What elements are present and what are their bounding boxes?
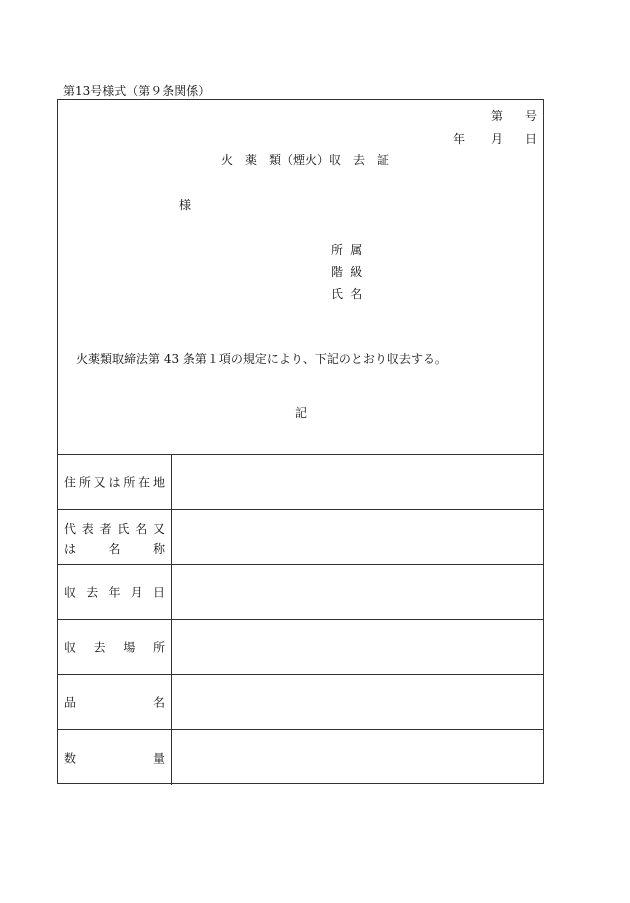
- row-label-cell: [58, 620, 172, 674]
- row-label-cell: [58, 730, 172, 785]
- row-label-cell: [58, 565, 172, 619]
- date-year: 年: [453, 132, 466, 146]
- seizure-date-value-cell[interactable]: [172, 565, 543, 619]
- table-row: [58, 565, 543, 620]
- issuer-affiliation-label: 所属: [331, 243, 370, 257]
- row-label-item-name: 品 名: [64, 695, 165, 710]
- ki-heading: 記: [295, 406, 308, 420]
- table-row: [58, 730, 543, 785]
- form-title: 第13号様式（第９条関係）: [63, 84, 211, 98]
- quantity-value-cell[interactable]: [172, 730, 543, 785]
- number-suffix: 号: [525, 109, 538, 123]
- row-label-representative-line1: 代 表 者 氏 名 又: [64, 522, 165, 536]
- row-label-seizure-date: 収 去 年 月 日: [64, 585, 165, 600]
- detail-table: [58, 455, 543, 785]
- form-frame: [57, 99, 544, 784]
- table-row: [58, 510, 543, 565]
- issuer-name-label: 氏名: [331, 287, 370, 301]
- row-label-quantity: 数 量: [64, 751, 165, 765]
- row-label-cell: [58, 510, 172, 564]
- seizure-place-value-cell[interactable]: [172, 620, 543, 674]
- row-label-cell: [58, 455, 172, 509]
- addressee-honorific: 様: [179, 198, 192, 212]
- row-label-representative-line2: は 名 称: [64, 542, 165, 556]
- document-title: 火 薬 類（煙火）収 去 証: [221, 153, 390, 167]
- date-day: 日: [525, 132, 538, 146]
- table-row: [58, 675, 543, 730]
- table-row: [58, 620, 543, 675]
- certificate-header-area: [58, 100, 543, 455]
- address-value-cell[interactable]: [172, 455, 543, 509]
- table-row: [58, 455, 543, 510]
- issuer-rank-label: 階級: [331, 265, 370, 279]
- number-prefix: 第: [491, 109, 504, 123]
- statement-text: 火薬類取締法第 43 条第１項の規定により、下記のとおり収去する。: [76, 352, 447, 366]
- row-label-seizure-place: 収 去 場 所: [64, 640, 165, 655]
- row-label-cell: [58, 675, 172, 729]
- date-month: 月: [491, 132, 504, 146]
- representative-value-cell[interactable]: [172, 510, 543, 564]
- item-name-value-cell[interactable]: [172, 675, 543, 729]
- row-label-address: 住 所 又 は 所 在 地: [64, 475, 165, 490]
